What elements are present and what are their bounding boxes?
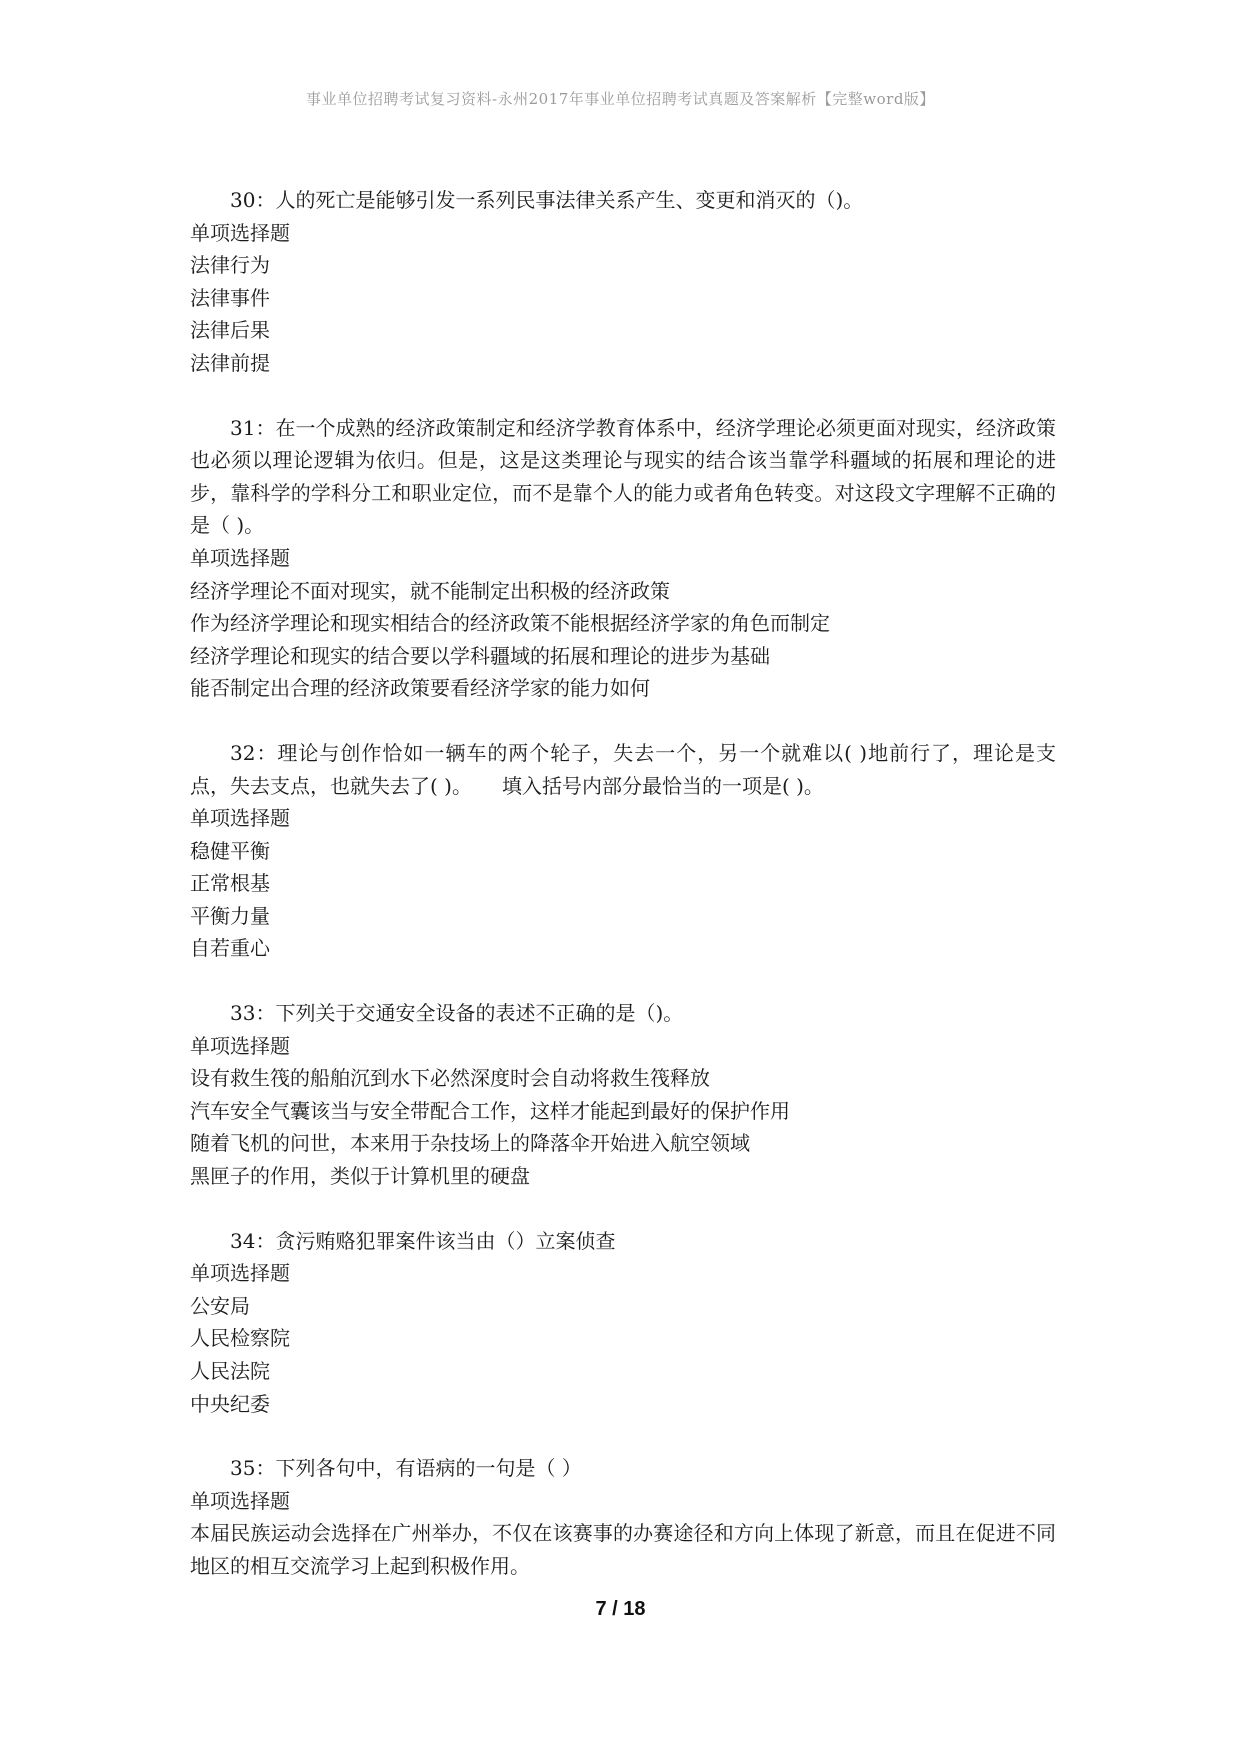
page-header: 事业单位招聘考试复习资料-永州2017年事业单位招聘考试真题及答案解析【完整word版】 [306, 90, 935, 108]
question-32 [190, 737, 1056, 965]
question-stem: 31：在一个成熟的经济政策制定和经济学教育体系中，经济学理论必须更面对现实，经济政策也必须以理论逻辑为依归。但是，这是这类理论与现实的结合该当靠学科疆域的拓展和理论的进步，靠科学的学科分工和职业定位，而不是靠个人的能力或者角色转变。对这段文字理解不正确的是（ )。 [190, 415, 1056, 538]
question-31 [190, 412, 1056, 705]
question-stem: 33：下列关于交通安全设备的表述不正确的是（)。 [230, 1001, 684, 1026]
option: 公安局 [190, 1293, 250, 1318]
question-list [190, 184, 1056, 1615]
question-type: 单项选择题 [190, 1033, 290, 1058]
question-stem: 35：下列各句中，有语病的一句是（ ） [230, 1456, 582, 1481]
option: 稳健平衡 [190, 838, 270, 863]
option: 经济学理论和现实的结合要以学科疆域的拓展和理论的进步为基础 [190, 643, 770, 668]
option: 汽车安全气囊该当与安全带配合工作，这样才能起到最好的保护作用 [190, 1098, 790, 1123]
option: 法律前提 [190, 350, 270, 375]
question-type: 单项选择题 [190, 220, 290, 245]
option: 自若重心 [190, 936, 270, 961]
option: 人民法院 [190, 1359, 270, 1383]
option: 法律事件 [190, 285, 270, 310]
option: 随着飞机的问世，本来用于杂技场上的降落伞开始进入航空领域 [190, 1131, 750, 1156]
question-type: 单项选择题 [190, 1488, 290, 1513]
question-stem: 34：贪污贿赂犯罪案件该当由（）立案侦查 [230, 1228, 616, 1253]
option: 经济学理论不面对现实，就不能制定出积极的经济政策 [190, 578, 670, 603]
question-stem: 32：理论与创作恰如一辆车的两个轮子，失去一个，另一个就难以( )地前行了，理论是支点，失去支点，也就失去了( )。 填入括号内部分最恰当的一项是( )。 [190, 740, 1056, 798]
option: 法律行为 [190, 253, 270, 278]
question-33 [190, 997, 1056, 1193]
option: 法律后果 [190, 318, 270, 343]
option: 黑匣子的作用，类似于计算机里的硬盘 [190, 1164, 530, 1189]
option: 作为经济学理论和现实相结合的经济政策不能根据经济学家的角色而制定 [190, 611, 830, 636]
option: 设有救生筏的船舶沉到水下必然深度时会自动将救生筏释放 [190, 1066, 710, 1091]
question-30 [190, 184, 1056, 380]
question-35 [190, 1452, 1056, 1582]
option: 人民检察院 [190, 1326, 290, 1351]
option: 能否制定出合理的经济政策要看经济学家的能力如何 [190, 676, 650, 701]
page-number: 7 / 18 [595, 1598, 646, 1620]
question-stem: 30：人的死亡是能够引发一系列民事法律关系产生、变更和消灭的（)。 [230, 188, 864, 212]
option: 本届民族运动会选择在广州举办，不仅在该赛事的办赛途径和方向上体现了新意，而且在促进不同地区的相互交流学习上起到积极作用。 [190, 1521, 1056, 1578]
option: 中央纪委 [190, 1391, 270, 1416]
question-34 [190, 1225, 1056, 1421]
question-type: 单项选择题 [190, 545, 290, 570]
question-type: 单项选择题 [190, 806, 290, 831]
option: 平衡力量 [190, 903, 270, 928]
option: 正常根基 [190, 871, 270, 896]
question-type: 单项选择题 [190, 1261, 290, 1286]
